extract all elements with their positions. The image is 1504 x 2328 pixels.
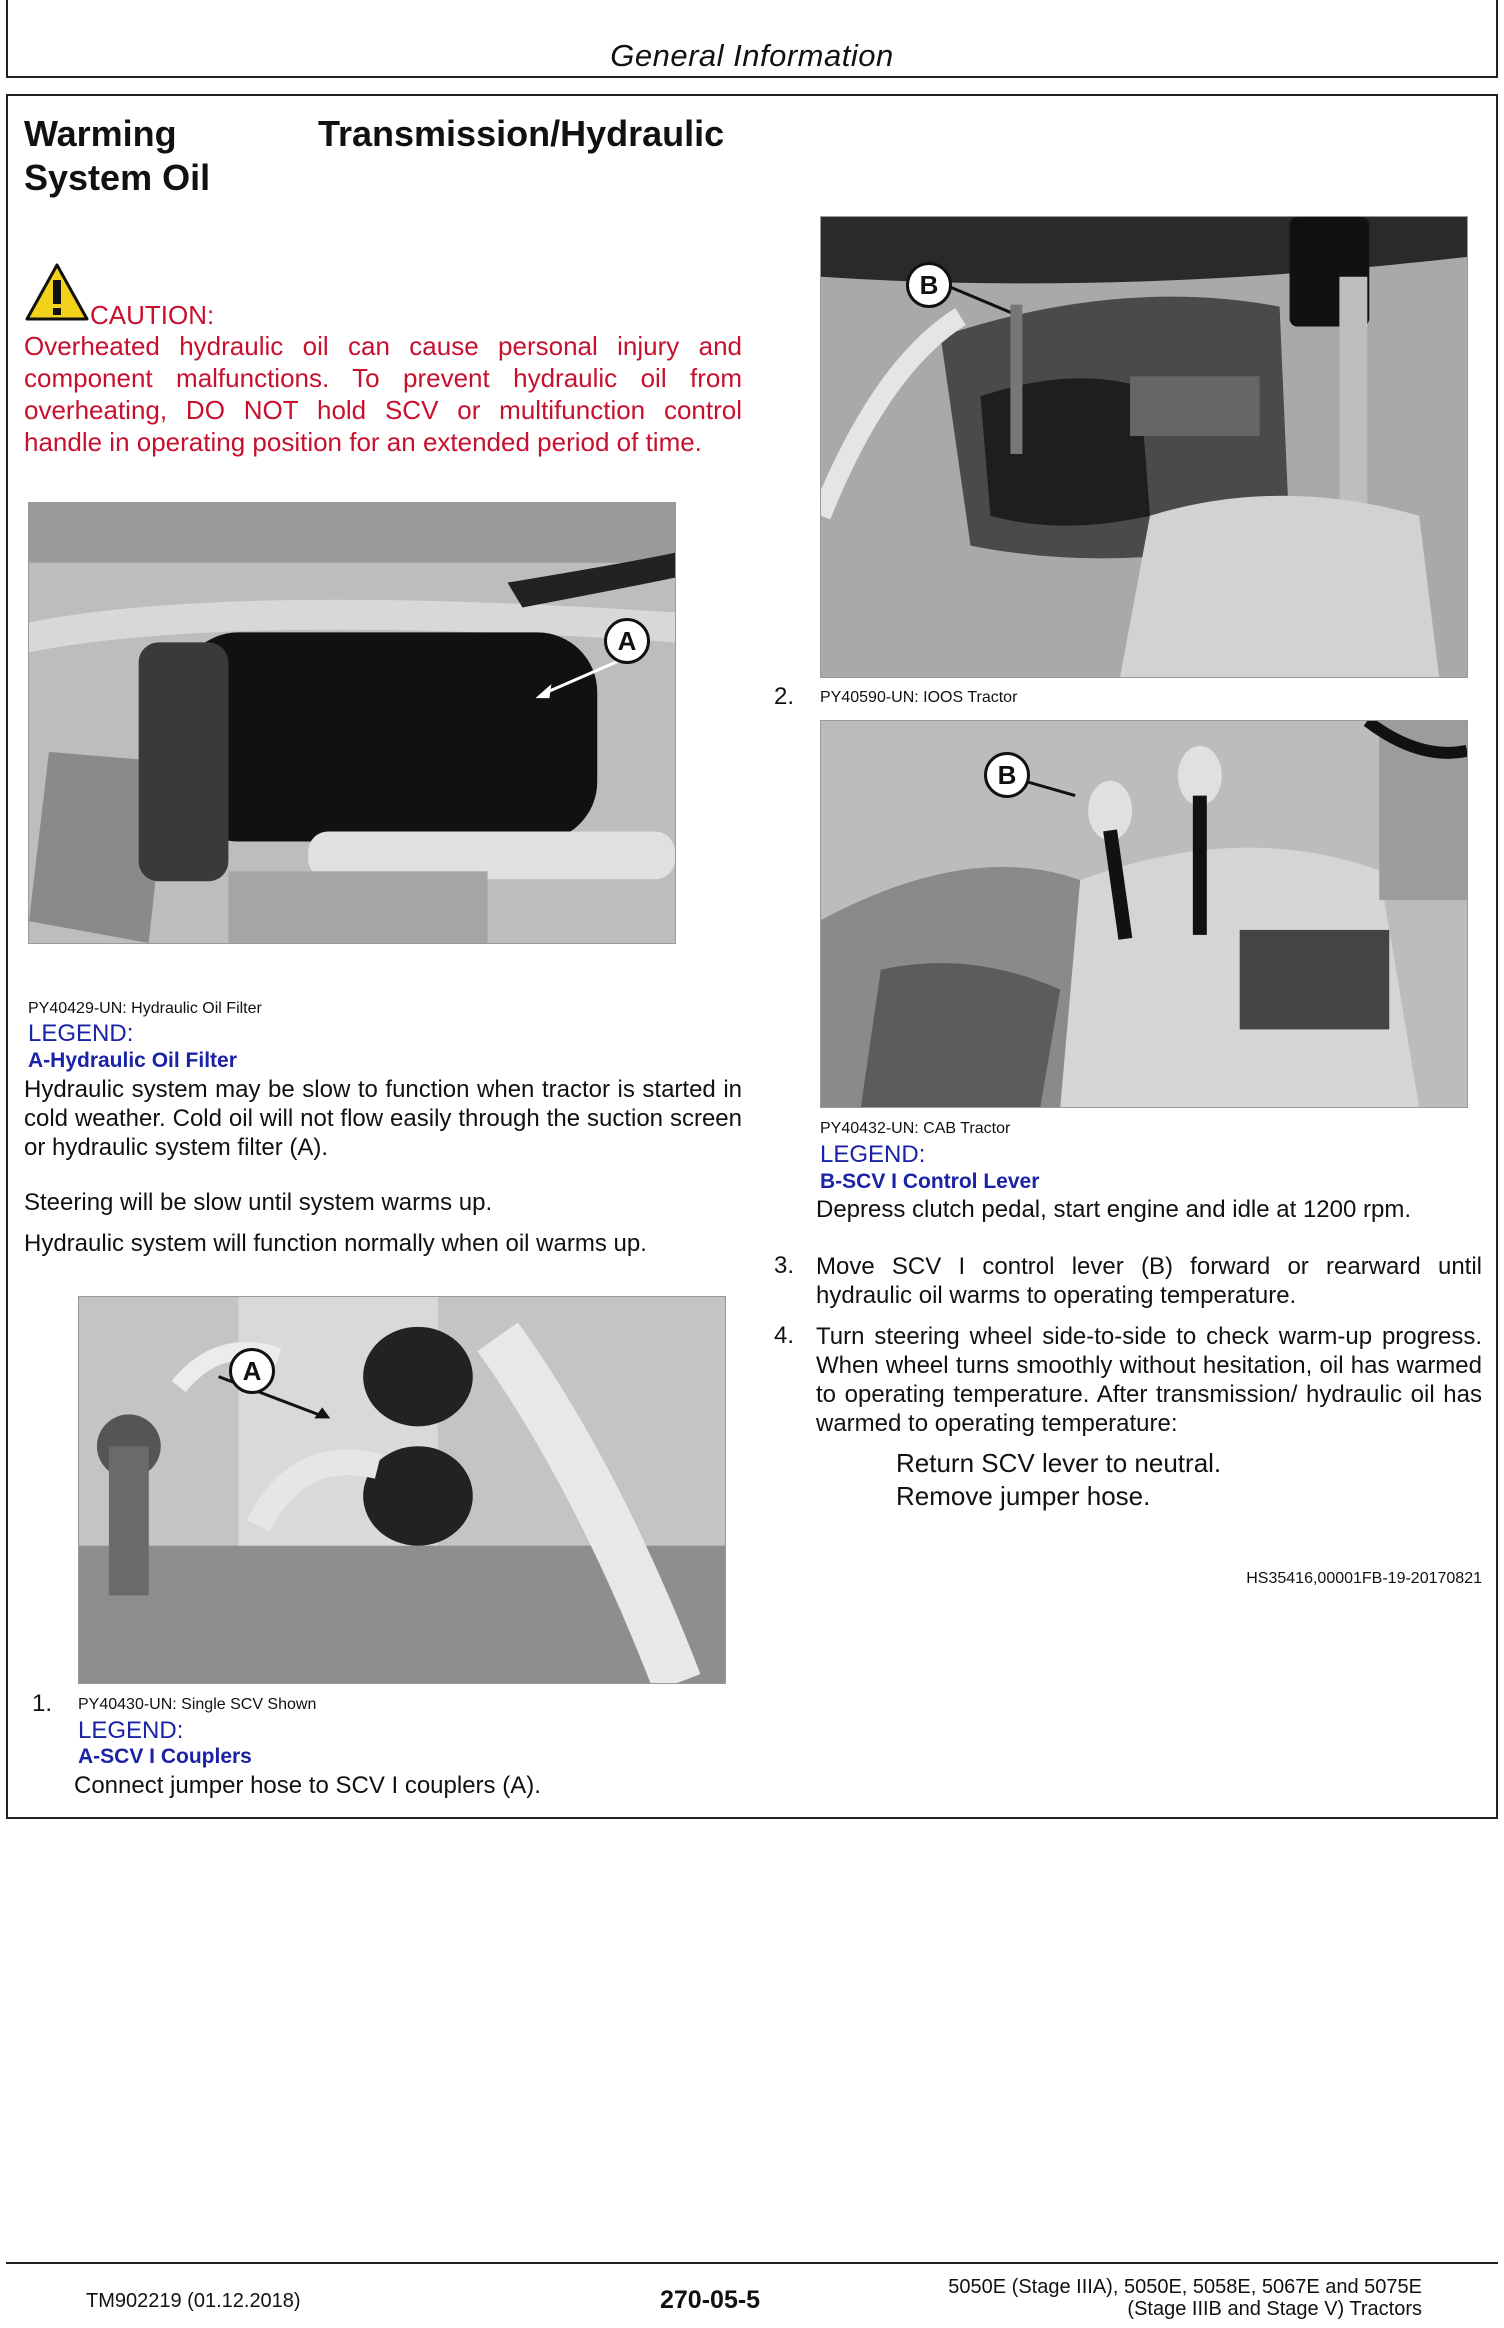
footer-models-line1: 5050E (Stage IIIA), 5050E, 5058E, 5067E and 5075E [948, 2276, 1422, 2298]
step-3-text: Move SCV I control lever (B) forward or rearward until hydraulic oil warms to operating temperature. [816, 1253, 1482, 1309]
callout-b-ioos: B [906, 262, 952, 308]
legend-item-cab: B-SCV I Control Lever [820, 1170, 1040, 1193]
scv-couplers-photo [78, 1296, 726, 1684]
step-3-number: 3. [774, 1252, 795, 1279]
legend-item-filter: A-Hydraulic Oil Filter [28, 1049, 237, 1072]
figure-caption-couplers: PY40430-UN: Single SCV Shown [78, 1696, 317, 1713]
callout-b-cab: B [984, 752, 1030, 798]
document-reference: HS35416,00001FB-19-20170821 [1246, 1570, 1482, 1587]
section-title-transmission: Transmission/Hydraulic [318, 113, 725, 154]
footer-models [870, 2276, 1422, 2320]
figure-caption-cab: PY40432-UN: CAB Tractor [820, 1120, 1011, 1137]
footer-divider [6, 2262, 1498, 2264]
step-2-text: Depress clutch pedal, start engine and idle at 1200 rpm. [816, 1196, 1412, 1223]
legend-label-couplers: LEGEND: [78, 1717, 184, 1744]
legend-label-filter: LEGEND: [28, 1020, 134, 1047]
step-1-number: 1. [32, 1690, 53, 1717]
callout-a-couplers: A [229, 1348, 275, 1394]
figure-caption-filter: PY40429-UN: Hydraulic Oil Filter [28, 1000, 262, 1017]
paragraph-normal-function: Hydraulic system will function normally when oil warms up. [24, 1230, 647, 1257]
cab-tractor-photo [820, 720, 1468, 1108]
callout-a-filter: A [604, 618, 650, 664]
paragraph-steering-slow: Steering will be slow until system warms up. [24, 1189, 493, 1216]
footer-models-line2: (Stage IIIB and Stage V) Tractors [1127, 2298, 1422, 2320]
legend-item-couplers: A-SCV I Couplers [78, 1745, 252, 1768]
section-title-warming: Warming [24, 113, 177, 154]
page-header-title: General Information [610, 38, 894, 73]
caution-text: Overheated hydraulic oil can cause personal injury and component malfunctions. To prevent hydraulic oil from overheating, DO NOT hold SCV or multifunction control handle in operating position for an extended period of time. [24, 331, 742, 457]
substep-remove-hose: Remove jumper hose. [896, 1481, 1151, 1511]
step-2-number: 2. [774, 683, 795, 710]
step-1-text: Connect jumper hose to SCV I couplers (A). [74, 1772, 541, 1799]
step-4-number: 4. [774, 1322, 795, 1349]
section-title-system-oil: System Oil [24, 157, 211, 198]
footer-manual-id: TM902219 (01.12.2018) [86, 2290, 301, 2312]
footer-page-number: 270-05-5 [660, 2286, 761, 2314]
step-4-text: Turn steering wheel side-to-side to check warm-up progress. When wheel turns smoothly without hesitation, oil has warmed to operating temperature. After transmission/ hydraulic oil has warmed to operating temperature: [816, 1323, 1482, 1437]
substep-return-lever: Return SCV lever to neutral. [896, 1448, 1222, 1478]
figure-caption-ioos: PY40590-UN: IOOS Tractor [820, 689, 1018, 706]
legend-label-cab: LEGEND: [820, 1141, 926, 1168]
caution-label: CAUTION: [90, 300, 215, 330]
paragraph-cold-weather: Hydraulic system may be slow to function when tractor is started in cold weather. Cold oil will not flow easily through the suction screen or hydraulic system filter (A). [24, 1076, 742, 1161]
hydraulic-oil-filter-photo [28, 502, 676, 944]
warning-triangle-icon [24, 262, 90, 322]
